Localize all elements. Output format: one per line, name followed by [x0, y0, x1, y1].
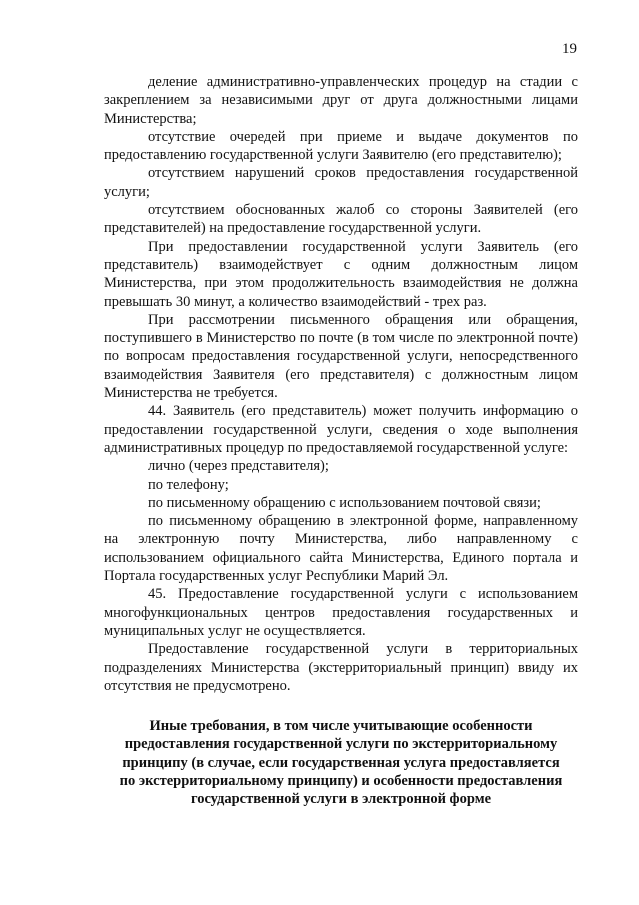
heading-line: государственной услуги в электронной форме [190, 791, 492, 808]
heading-line: предоставления государственной услуги по экстерриториальному [124, 736, 558, 753]
paragraph: отсутствием обоснованных жалоб со стороны Заявителей (его представителей) на предоставление государственной услуги. [104, 202, 578, 237]
section-heading [104, 717, 578, 808]
paragraph: отсутствием нарушений сроков предоставления государственной услуги; [104, 165, 578, 200]
page-number: 19 [562, 41, 577, 57]
paragraph: Предоставление государственной услуги в территориальных подразделениях Министерства (экстерриториальный принцип) ввиду их отсутствия не предусмотрено. [104, 641, 578, 694]
paragraph: по телефону; [148, 476, 229, 493]
paragraph: При предоставлении государственной услуги Заявитель (его представитель) взаимодействует с одним должностным лицом Министерства, при этом продолжительность взаимодействия не должна превышать 30 минут, а количество взаимодействий - трех раз. [104, 238, 578, 310]
paragraph: по письменному обращению в электронной форме, направленному на электронную почту Министерства, либо направленному с использованием официального сайта Министерства, Единого портала и Портала государственных услуг Республики Марий Эл. [104, 513, 578, 585]
heading-line: Иные требования, в том числе учитывающие особенности [149, 718, 533, 734]
paragraph: по письменному обращению с использованием почтовой связи; [148, 494, 541, 511]
body-text [104, 73, 578, 695]
paragraph: При рассмотрении письменного обращения или обращения, поступившего в Министерство по почте (в том числе по электронной почте) по вопросам предоставления государственной услуги, непосредственного взаимодействия Заявителя (его представителя) с должностным лицом Министерства не требуется. [104, 311, 578, 402]
heading-line: принципу (в случае, если государственная услуга предоставляется [122, 754, 560, 771]
paragraph: лично (через представителя); [148, 458, 329, 475]
paragraph: отсутствие очередей при приеме и выдаче документов по предоставлению государственной услуги Заявителю (его представителю); [104, 128, 578, 164]
paragraph: деление административно-управленческих процедур на стадии с закреплением за независимыми друг от друга должностными лицами Министерства; [104, 74, 578, 127]
paragraph: 45. Предоставление государственной услуги с использованием многофункциональных центров предоставления государственных и муниципальных услуг не осуществляется. [104, 586, 578, 639]
heading-line: по экстерриториальному принципу) и особенности предоставления [119, 772, 563, 789]
paragraph: 44. Заявитель (его представитель) может получить информацию о предоставлении государственной услуги, сведения о ходе выполнения административных процедур по предоставляемой государственной услуге: [104, 403, 578, 456]
